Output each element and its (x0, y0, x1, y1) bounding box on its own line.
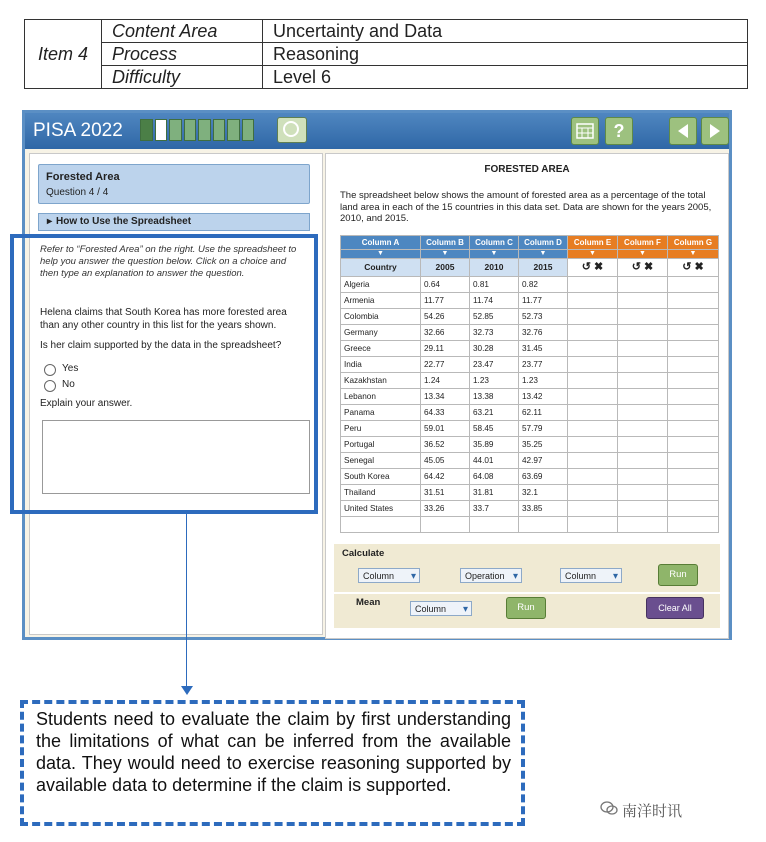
data-cell[interactable] (668, 389, 719, 405)
data-cell[interactable] (568, 325, 618, 341)
data-cell[interactable] (668, 373, 719, 389)
country-cell[interactable]: Algeria (341, 277, 421, 293)
delete-icon[interactable]: ✖ (644, 261, 654, 273)
data-cell[interactable]: 11.77 (519, 293, 568, 309)
table-row (341, 325, 719, 341)
stimulus-title: FORESTED AREA (484, 164, 570, 175)
country-cell[interactable]: Portugal (341, 437, 421, 453)
column-e-controls[interactable] (568, 259, 618, 277)
column-e-header[interactable]: Column E (568, 236, 618, 250)
data-cell[interactable] (568, 501, 618, 517)
column-e-sort-icon[interactable]: ▼ (568, 250, 618, 259)
data-cell[interactable] (668, 325, 719, 341)
question-prompt: Is her claim supported by the data in the spreadsheet? (40, 340, 282, 351)
data-cell[interactable]: 13.34 (421, 389, 470, 405)
data-cell[interactable]: 35.89 (470, 437, 519, 453)
data-cell[interactable] (668, 341, 719, 357)
column-g-sort-icon[interactable]: ▼ (668, 250, 719, 259)
data-cell[interactable]: 57.79 (519, 421, 568, 437)
data-cell[interactable] (568, 293, 618, 309)
data-cell[interactable] (568, 469, 618, 485)
calculate-label: Calculate (342, 548, 385, 559)
table-row (341, 293, 719, 309)
data-cell[interactable] (618, 325, 668, 341)
data-cell[interactable]: 23.47 (470, 357, 519, 373)
empty-cell[interactable] (668, 517, 719, 533)
empty-cell[interactable] (519, 517, 568, 533)
data-cell[interactable] (568, 421, 618, 437)
stimulus-description: The spreadsheet below shows the amount of forested area as a percentage of the total land area in each of the 15 countries in this data set. Data are shown for the years 2005, 2010, and 2015. (340, 190, 712, 224)
data-cell[interactable]: 32.76 (519, 325, 568, 341)
data-cell[interactable] (618, 405, 668, 421)
table-row (341, 341, 719, 357)
table-row (341, 309, 719, 325)
data-cell[interactable] (618, 453, 668, 469)
column-b-sort-icon[interactable]: ▼ (421, 250, 470, 259)
column-b-header[interactable]: Column B (421, 236, 470, 250)
data-cell[interactable]: 0.82 (519, 277, 568, 293)
year-2005-subheader: 2005 (421, 259, 470, 277)
undo-icon[interactable]: ↺ (631, 261, 641, 273)
how-to-label: How to Use the Spreadsheet (56, 216, 192, 227)
data-cell[interactable]: 33.7 (470, 501, 519, 517)
table-row (341, 389, 719, 405)
undo-icon[interactable]: ↺ (682, 261, 692, 273)
progress-step (198, 119, 211, 141)
data-cell[interactable]: 42.97 (519, 453, 568, 469)
data-cell[interactable] (568, 341, 618, 357)
data-cell[interactable] (568, 373, 618, 389)
progress-indicator (140, 119, 254, 141)
mean-label: Mean (356, 597, 381, 608)
data-cell[interactable] (618, 277, 668, 293)
country-cell[interactable]: Germany (341, 325, 421, 341)
country-cell[interactable]: South Korea (341, 469, 421, 485)
data-cell[interactable] (668, 501, 719, 517)
table-row (341, 421, 719, 437)
calculate-operation-select[interactable]: Operation ▾ (460, 568, 522, 583)
country-cell[interactable]: Colombia (341, 309, 421, 325)
expand-arrow-icon: ▸ (47, 216, 53, 227)
delete-icon[interactable]: ✖ (694, 261, 704, 273)
data-cell[interactable] (668, 469, 719, 485)
data-cell[interactable] (618, 293, 668, 309)
data-cell[interactable]: 29.11 (421, 341, 470, 357)
data-cell[interactable]: 0.81 (470, 277, 519, 293)
data-cell[interactable] (618, 341, 668, 357)
progress-step (227, 119, 240, 141)
question-number: Question 4 / 4 (46, 187, 109, 198)
stimulus-panel (325, 153, 729, 639)
data-cell[interactable]: 63.69 (519, 469, 568, 485)
data-cell[interactable]: 11.77 (421, 293, 470, 309)
data-cell[interactable] (668, 309, 719, 325)
country-cell[interactable]: Lebanon (341, 389, 421, 405)
table-row (341, 373, 719, 389)
empty-cell[interactable] (470, 517, 519, 533)
column-f-controls[interactable] (618, 259, 668, 277)
data-cell[interactable]: 1.23 (470, 373, 519, 389)
clear-all-button[interactable]: Clear All (646, 597, 704, 619)
data-cell[interactable]: 1.23 (519, 373, 568, 389)
meta-key-process: Process (102, 43, 263, 66)
callout-connector-line (186, 514, 187, 690)
data-cell[interactable]: 35.25 (519, 437, 568, 453)
data-cell[interactable]: 44.01 (470, 453, 519, 469)
radio-no-label[interactable]: No (62, 379, 75, 390)
meta-key-content-area: Content Area (102, 20, 263, 43)
meta-value-difficulty: Level 6 (263, 66, 748, 89)
progress-step (213, 119, 226, 141)
data-cell[interactable] (668, 405, 719, 421)
callout-text: Students need to evaluate the claim by first understanding the limitations of what can be inferred from the available data. They would need to exercise reasoning supported by available data to determine if the claim is supported. (36, 709, 511, 795)
calculate-panel (334, 544, 720, 592)
calculate-column1-select[interactable]: Column ▾ (358, 568, 420, 583)
empty-cell[interactable] (421, 517, 470, 533)
table-row (341, 501, 719, 517)
spreadsheet (340, 235, 719, 533)
data-cell[interactable] (618, 373, 668, 389)
column-f-sort-icon[interactable]: ▼ (618, 250, 668, 259)
data-cell[interactable]: 31.51 (421, 485, 470, 501)
data-cell[interactable] (568, 309, 618, 325)
data-cell[interactable]: 64.33 (421, 405, 470, 421)
help-icon[interactable]: ? (605, 117, 633, 145)
progress-step-current (155, 119, 168, 141)
meta-value-process: Reasoning (263, 43, 748, 66)
calculate-column2-select[interactable]: Column ▾ (560, 568, 622, 583)
data-cell[interactable] (568, 405, 618, 421)
data-cell[interactable]: 30.28 (470, 341, 519, 357)
data-cell[interactable]: 33.85 (519, 501, 568, 517)
data-cell[interactable]: 32.1 (519, 485, 568, 501)
wechat-icon (600, 801, 618, 820)
country-cell[interactable]: Greece (341, 341, 421, 357)
data-cell[interactable]: 13.42 (519, 389, 568, 405)
question-title: Forested Area (46, 171, 120, 183)
data-cell[interactable]: 63.21 (470, 405, 519, 421)
data-cell[interactable]: 11.74 (470, 293, 519, 309)
data-cell[interactable] (568, 485, 618, 501)
country-cell[interactable]: Peru (341, 421, 421, 437)
table-row (341, 277, 719, 293)
data-cell[interactable] (668, 485, 719, 501)
data-cell[interactable] (618, 469, 668, 485)
data-cell[interactable]: 36.52 (421, 437, 470, 453)
progress-step (140, 119, 153, 141)
data-cell[interactable]: 1.24 (421, 373, 470, 389)
column-d-sort-icon[interactable]: ▼ (519, 250, 568, 259)
calculator-icon[interactable] (571, 117, 599, 145)
data-cell[interactable]: 54.26 (421, 309, 470, 325)
country-cell[interactable]: India (341, 357, 421, 373)
question-instructions: Refer to “Forested Area” on the right. Use the spreadsheet to help you answer the question below. Click on a choice and then type an explanation to answer the question. (40, 244, 297, 279)
year-2015-subheader: 2015 (519, 259, 568, 277)
data-cell[interactable] (668, 453, 719, 469)
data-cell[interactable]: 52.73 (519, 309, 568, 325)
data-cell[interactable] (618, 501, 668, 517)
data-cell[interactable]: 64.42 (421, 469, 470, 485)
country-cell[interactable]: Armenia (341, 293, 421, 309)
country-cell[interactable]: United States (341, 501, 421, 517)
column-a-sort-icon[interactable]: ▼ (341, 250, 421, 259)
data-cell[interactable] (618, 421, 668, 437)
callout-arrowhead (181, 686, 193, 695)
table-row (341, 453, 719, 469)
data-cell[interactable]: 32.66 (421, 325, 470, 341)
empty-cell[interactable] (568, 517, 618, 533)
data-cell[interactable]: 64.08 (470, 469, 519, 485)
column-d-header[interactable]: Column D (519, 236, 568, 250)
back-arrow-icon[interactable] (669, 117, 697, 145)
data-cell[interactable]: 45.05 (421, 453, 470, 469)
delete-icon[interactable]: ✖ (594, 261, 604, 273)
empty-cell[interactable] (618, 517, 668, 533)
empty-cell[interactable] (341, 517, 421, 533)
year-2010-subheader: 2010 (470, 259, 519, 277)
progress-step (184, 119, 197, 141)
data-cell[interactable]: 31.81 (470, 485, 519, 501)
data-cell[interactable] (568, 357, 618, 373)
country-cell[interactable]: Senegal (341, 453, 421, 469)
column-c-sort-icon[interactable]: ▼ (470, 250, 519, 259)
country-subheader: Country (341, 259, 421, 277)
data-cell[interactable]: 58.45 (470, 421, 519, 437)
column-g-controls[interactable] (668, 259, 719, 277)
data-cell[interactable] (568, 277, 618, 293)
radio-yes-label[interactable]: Yes (62, 363, 79, 374)
data-cell[interactable]: 13.38 (470, 389, 519, 405)
table-row (341, 357, 719, 373)
table-row (341, 405, 719, 421)
data-cell[interactable] (668, 277, 719, 293)
data-cell[interactable] (568, 453, 618, 469)
column-c-header[interactable]: Column C (470, 236, 519, 250)
item-meta-table (24, 19, 748, 89)
forward-arrow-icon[interactable] (701, 117, 729, 145)
question-highlight-box (10, 234, 318, 514)
question-claim: Helena claims that South Korea has more forested area than any other country in this list for the years shown. (40, 307, 287, 331)
table-row (341, 485, 719, 501)
timer-icon[interactable] (277, 117, 307, 143)
data-cell[interactable] (568, 389, 618, 405)
data-cell[interactable]: 62.11 (519, 405, 568, 421)
data-cell[interactable] (618, 357, 668, 373)
meta-key-difficulty: Difficulty (102, 66, 263, 89)
data-cell[interactable]: 52.85 (470, 309, 519, 325)
country-cell[interactable]: Kazakhstan (341, 373, 421, 389)
mean-panel (334, 594, 720, 628)
top-toolbar (25, 113, 729, 149)
column-a-header[interactable]: Column A (341, 236, 421, 250)
calculate-run-button[interactable]: Run (658, 564, 698, 586)
mean-column-select[interactable]: Column ▾ (410, 601, 472, 616)
data-cell[interactable] (668, 293, 719, 309)
data-cell[interactable]: 0.64 (421, 277, 470, 293)
watermark: 南洋时讯 (622, 803, 683, 820)
data-cell[interactable] (618, 389, 668, 405)
table-row (341, 469, 719, 485)
data-cell[interactable] (668, 357, 719, 373)
app-brand: PISA 2022 (33, 120, 123, 141)
table-row (341, 437, 719, 453)
undo-icon[interactable]: ↺ (581, 261, 591, 273)
column-f-header[interactable]: Column F (618, 236, 668, 250)
item-label: Item 4 (25, 20, 102, 89)
data-cell[interactable] (568, 437, 618, 453)
mean-run-button[interactable]: Run (506, 597, 546, 619)
meta-value-content-area: Uncertainty and Data (263, 20, 748, 43)
data-cell[interactable] (618, 485, 668, 501)
data-cell[interactable]: 22.77 (421, 357, 470, 373)
progress-step (242, 119, 255, 141)
data-cell[interactable] (618, 309, 668, 325)
question-header (38, 164, 310, 204)
data-cell[interactable] (668, 437, 719, 453)
country-cell[interactable]: Thailand (341, 485, 421, 501)
explain-label: Explain your answer. (40, 398, 133, 409)
column-g-header[interactable]: Column G (668, 236, 719, 250)
country-cell[interactable]: Panama (341, 405, 421, 421)
data-cell[interactable] (668, 421, 719, 437)
how-to-use-spreadsheet-button[interactable] (38, 213, 310, 231)
data-cell[interactable]: 31.45 (519, 341, 568, 357)
data-cell[interactable]: 33.26 (421, 501, 470, 517)
data-cell[interactable] (618, 437, 668, 453)
data-cell[interactable]: 59.01 (421, 421, 470, 437)
progress-step (169, 119, 182, 141)
data-cell[interactable]: 23.77 (519, 357, 568, 373)
data-cell[interactable]: 32.73 (470, 325, 519, 341)
